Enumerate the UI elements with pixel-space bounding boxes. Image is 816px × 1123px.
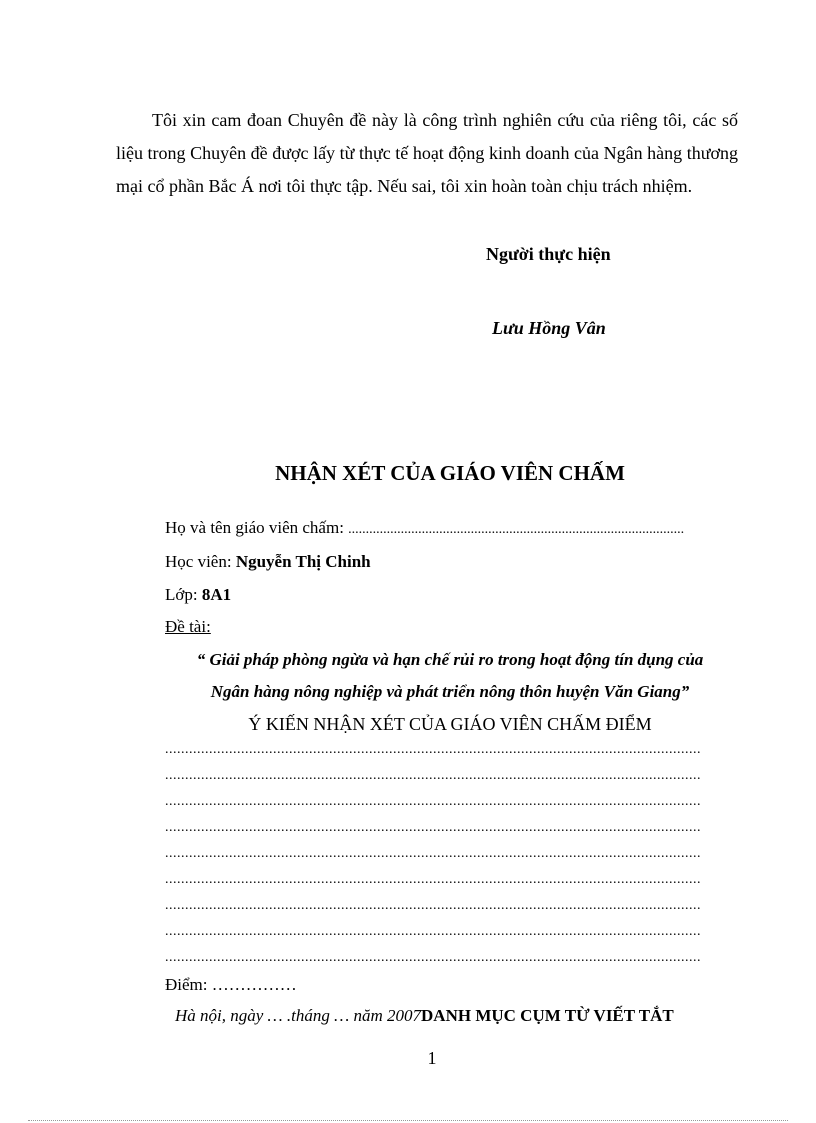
page-number: 1 [427, 1048, 437, 1068]
dotted-line: ...................................................................................................................................... [165, 846, 701, 861]
declaration-text: Tôi xin cam đoan Chuyên đề này là công trình nghiên cứu của riêng tôi, các số liệu trong Chuyên đề được lấy từ thực tế hoạt động kinh doanh của Ngân hàng thương mại cổ phần Bắc Á nơi tôi thực tập. Nếu sai, tôi xin hoàn toàn chịu trách nhiệm. [116, 110, 738, 196]
page-bottom-divider [28, 1120, 788, 1121]
class-line [165, 585, 231, 605]
date-text: Hà nội, ngày … .tháng … năm 2007 [175, 1006, 422, 1025]
teacher-label: Họ và tên giáo viên chấm: [165, 518, 344, 537]
score-value: …………… [211, 975, 297, 994]
student-line [165, 552, 371, 572]
dotted-line: ...................................................................................................................................... [165, 898, 701, 913]
dotted-line: ...................................................................................................................................... [165, 872, 701, 887]
student-value: Nguyễn Thị Chinh [235, 552, 371, 571]
opinion-title: Ý KIẾN NHẬN XÉT CỦA GIÁO VIÊN CHẤM ĐIỂM [248, 714, 652, 734]
evaluation-heading: NHẬN XÉT CỦA GIÁO VIÊN CHẤM [275, 461, 625, 485]
teacher-line [165, 518, 684, 538]
dotted-line: ...................................................................................................................................... [165, 768, 701, 783]
topic-line-2: Ngân hàng nông nghiệp và phát triển nông thôn huyện Văn Giang” [210, 682, 690, 701]
teacher-value: ................................................................................................ [348, 522, 685, 537]
topic-label: Đề tài: [165, 617, 211, 636]
score-line [165, 975, 297, 995]
class-label: Lớp: [165, 585, 198, 604]
dotted-line: ...................................................................................................................................... [165, 794, 701, 809]
score-label: Điểm: [165, 975, 208, 994]
dotted-line: ...................................................................................................................................... [165, 742, 701, 757]
signer-title: Người thực hiện [486, 244, 611, 264]
next-section-heading: DANH MỤC CỤM TỪ VIẾT TẮT [421, 1006, 674, 1025]
dotted-line: ...................................................................................................................................... [165, 950, 701, 965]
class-value: 8A1 [201, 585, 232, 604]
topic-line-1: “ Giải pháp phòng ngừa và hạn chế rủi ro trong hoạt động tín dụng của [196, 650, 704, 669]
date-line [175, 1006, 674, 1026]
signer-name: Lưu Hồng Vân [492, 318, 606, 338]
student-label: Học viên: [165, 552, 232, 571]
dotted-line: ...................................................................................................................................... [165, 924, 701, 939]
declaration-paragraph [116, 104, 738, 203]
dotted-line: ...................................................................................................................................... [165, 820, 701, 835]
